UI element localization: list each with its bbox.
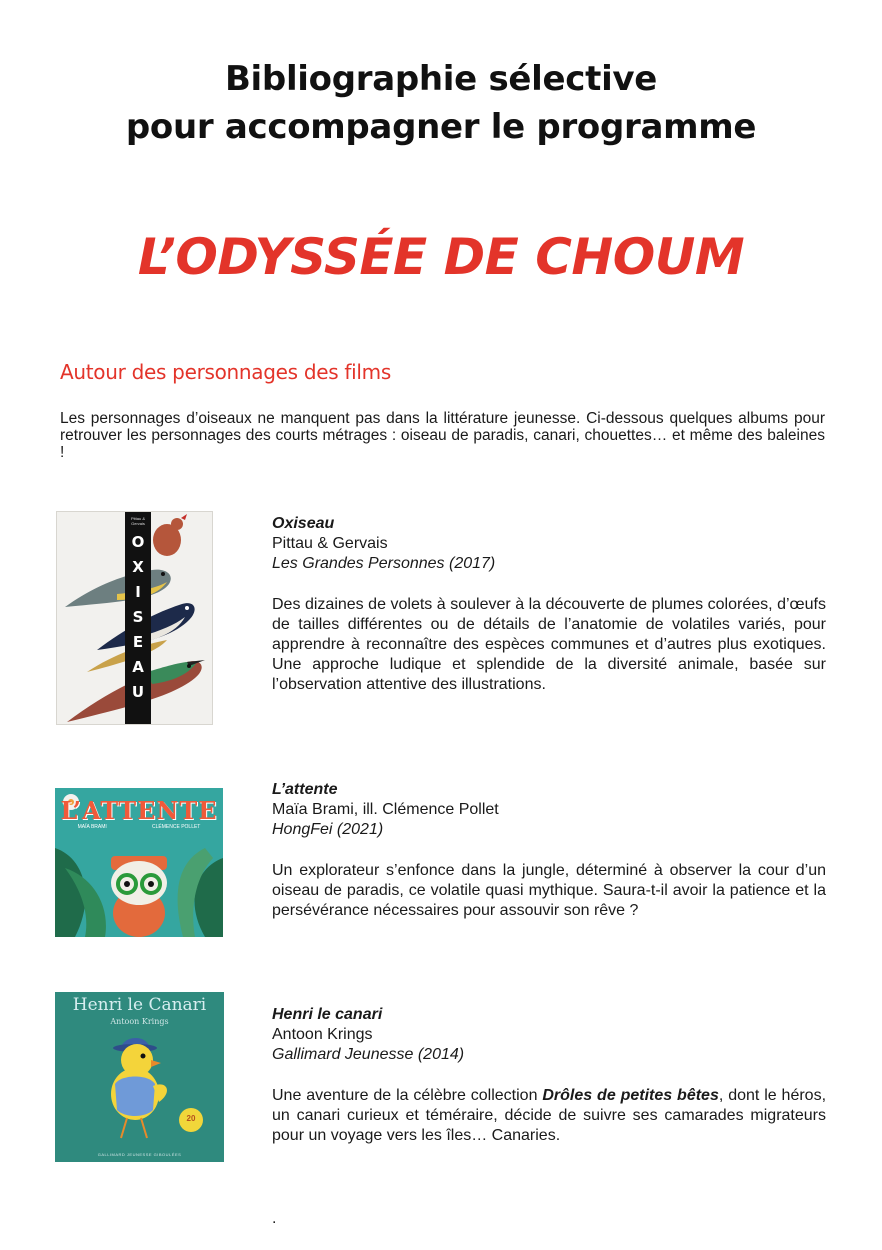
book-cover-oxiseau [56, 511, 213, 725]
book-title: Henri le canari [272, 1006, 383, 1023]
book-entry-lattente [272, 780, 826, 921]
book-description: Un explorateur s’enfonce dans la jungle, déterminé à observer la cour d’un oiseau de paradis, ce volatile quasi mythique. Saura-t-il avoir la patience et la persévérance nécessaires pour assouvir son rêve ? [272, 862, 826, 919]
spine-letter: O [131, 533, 145, 551]
book-authors: Maïa Brami, ill. Clémence Pollet [272, 801, 499, 818]
book-description [272, 1086, 826, 1146]
book-cover-lattente [55, 788, 223, 937]
end-mark: . [272, 1210, 277, 1227]
cover-authors [55, 824, 223, 830]
header-line-2: pour accompagner le programme [125, 107, 757, 147]
book-title: Oxiseau [272, 515, 335, 532]
document-header [0, 55, 882, 151]
cover-title: Henri le Canari [72, 995, 207, 1015]
cover-title: L’ATTENTE [60, 796, 218, 825]
book-publisher: HongFei (2021) [272, 821, 384, 838]
book-description-collection: Drôles de petites bêtes [542, 1087, 719, 1104]
spine-letter: X [132, 558, 144, 576]
header-line-1: Bibliographie sélective [224, 59, 658, 99]
book-publisher: Les Grandes Personnes (2017) [272, 555, 496, 572]
book-authors: Pittau & Gervais [272, 535, 388, 552]
cover-footer: GALLIMARD JEUNESSE GIBOULÉES [97, 1152, 182, 1157]
cover-badge: 20 [186, 1114, 196, 1123]
spine-letter: E [132, 633, 144, 651]
book-description-end: , dont le héros, un canari curieux et téméraire, décide de suivre ses camarades migrateurs pour un voyage vers les îles… Canaries. [272, 1087, 827, 1144]
book-description-start: Une aventure de la célèbre collection [272, 1087, 543, 1104]
cover-author-right: CLÉMENCE POLLET [152, 824, 201, 830]
film-title: L’ODYSSÉE DE CHOUM [137, 228, 745, 286]
book-description: Des dizaines de volets à soulever à la découverte de plumes colorées, d’œufs de tailles différentes ou de détails de l’anatomie de volatiles variés, pour apprendre à reconnaître des espèces communes et d’autres plus exotiques. Une approche ludique et splendide de la diversité animale, basée sur l’observation attentive des illustrations. [272, 596, 826, 693]
book-entry-oxiseau [272, 514, 826, 695]
cover-author-left: MAÏA BRAMI [77, 824, 107, 830]
book-publisher: Gallimard Jeunesse (2014) [272, 1046, 465, 1063]
book-authors: Antoon Krings [272, 1026, 373, 1043]
cover-author: Antoon Krings [110, 1017, 169, 1026]
book-cover-henri-le-canari [55, 992, 224, 1162]
spine-letter: U [131, 683, 145, 701]
spine-letter: S [132, 608, 144, 626]
spine-letter: A [132, 658, 144, 676]
book-entry-henri-le-canari [272, 1005, 826, 1146]
book-title: L’attente [272, 781, 338, 798]
section-intro: Les personnages d’oiseaux ne manquent pas dans la littérature jeunesse. Ci-dessous quelques albums pour retrouver les personnages des courts métrages : oiseau de paradis, canari, chouettes… et même des baleines ! [60, 410, 825, 461]
cover-spine-letters [125, 530, 151, 705]
section-heading: Autour des personnages des films [60, 360, 391, 384]
cover-spine-small-text: Pittau & Gervais [130, 516, 145, 526]
spine-letter: I [135, 583, 141, 601]
